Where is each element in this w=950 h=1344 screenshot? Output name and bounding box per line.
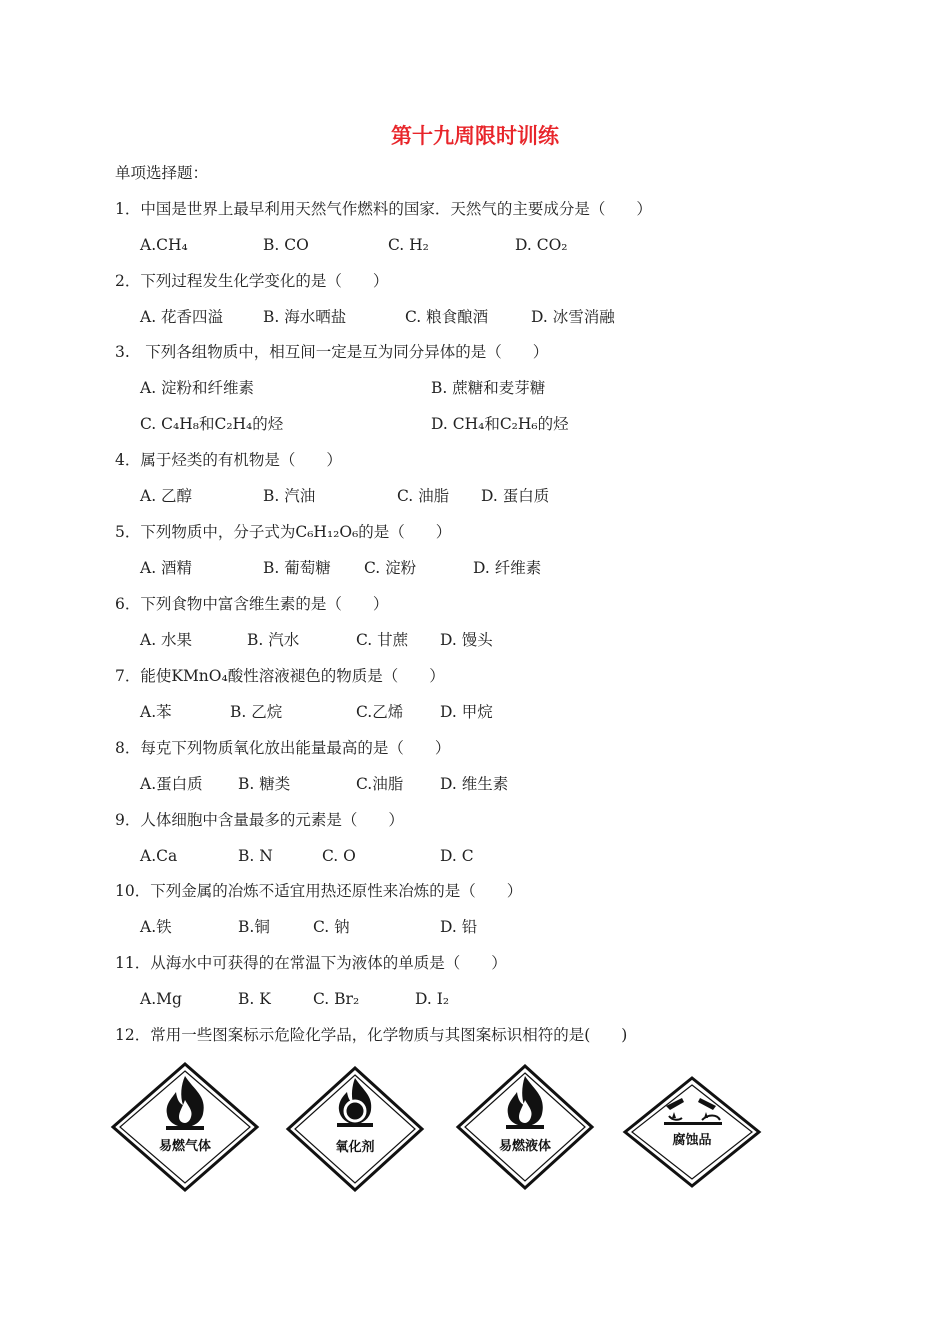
q4-option-a: A. 乙醇 (140, 487, 193, 505)
question-3-stem: 3. 下列各组物质中，相互间一定是互为同分异体的是（ ） (115, 343, 549, 361)
question-9-stem: 9．人体细胞中含量最多的元素是（ ） (115, 811, 404, 829)
q3-option-c: C. C₄H₈和C₂H₄的烃 (140, 415, 284, 433)
hazard-sign-flammable-liquid (455, 1064, 595, 1190)
q3-option-d: D. CH₄和C₂H₆的烃 (431, 415, 569, 433)
q8-option-c: C.油脂 (356, 775, 404, 793)
q9-option-b: B. N (238, 847, 273, 865)
q10-option-d: D. 铅 (440, 918, 478, 936)
sign-label-4: 腐蚀品 (672, 1133, 712, 1148)
q5-option-c: C. 淀粉 (364, 559, 417, 577)
hazard-sign-corrosive (622, 1076, 762, 1188)
q7-option-c: C.乙烯 (356, 703, 404, 721)
q1-option-d: D. CO₂ (515, 236, 568, 254)
sign-label-1: 易燃气体 (158, 1139, 212, 1154)
q7-option-b: B. 乙烷 (230, 703, 283, 721)
q4-option-b: B. 汽油 (263, 487, 316, 505)
section-heading: 单项选择题： (115, 164, 209, 182)
q4-option-d: D. 蛋白质 (481, 487, 550, 505)
q6-option-c: C. 甘蔗 (356, 631, 409, 649)
sign-label-2: 氧化剂 (335, 1140, 375, 1155)
question-6-stem: 6．下列食物中富含维生素的是（ ） (115, 595, 389, 613)
q6-option-a: A. 水果 (140, 631, 193, 649)
question-11-stem: 11．从海水中可获得的在常温下为液体的单质是（ ） (115, 954, 507, 972)
q7-option-d: D. 甲烷 (440, 703, 493, 721)
q9-option-c: C. O (322, 847, 356, 865)
question-1-stem: 1．中国是世界上最早利用天然气作燃料的国家．天然气的主要成分是（ ） (115, 200, 652, 218)
q5-option-d: D. 纤维素 (473, 559, 542, 577)
q5-option-b: B. 葡萄糖 (263, 559, 331, 577)
q10-option-a: A.铁 (140, 918, 172, 936)
q10-option-c: C. 钠 (313, 918, 350, 936)
q2-option-a: A. 花香四溢 (140, 308, 224, 326)
hazard-sign-oxidizer (285, 1066, 425, 1192)
q1-option-b: B. CO (263, 236, 309, 254)
question-8-stem: 8．每克下列物质氧化放出能量最高的是（ ） (115, 739, 451, 757)
q3-option-a: A. 淀粉和纤维素 (140, 379, 255, 397)
q1-option-a: A.CH₄ (140, 236, 188, 254)
q7-option-a: A.苯 (140, 703, 172, 721)
q2-option-d: D. 冰雪消融 (531, 308, 615, 326)
q11-option-a: A.Mg (140, 990, 182, 1008)
q5-option-a: A. 酒精 (140, 559, 193, 577)
q8-option-b: B. 糖类 (238, 775, 291, 793)
q1-option-c: C. H₂ (388, 236, 429, 254)
q11-option-c: C. Br₂ (313, 990, 360, 1008)
q3-option-b: B. 蔗糖和麦芽糖 (431, 379, 546, 397)
q4-option-c: C. 油脂 (397, 487, 450, 505)
question-2-stem: 2．下列过程发生化学变化的是（ ） (115, 272, 389, 290)
question-12-stem: 12．常用一些图案标示危险化学品，化学物质与其图案标识相符的是( ) (115, 1026, 628, 1044)
question-5-stem: 5．下列物质中，分子式为C₆H₁₂O₆的是（ ） (115, 523, 452, 541)
q8-option-d: D. 维生素 (440, 775, 509, 793)
q11-option-b: B. K (238, 990, 271, 1008)
hazard-sign-flammable-gas (110, 1062, 260, 1192)
question-10-stem: 10．下列金属的冶炼不适宜用热还原性来冶炼的是（ ） (115, 882, 523, 900)
sign-label-3: 易燃液体 (498, 1139, 552, 1154)
hazard-signs-row (110, 1062, 790, 1192)
q8-option-a: A.蛋白质 (140, 775, 203, 793)
q10-option-b: B.铜 (238, 918, 270, 936)
q2-option-b: B. 海水晒盐 (263, 308, 347, 326)
page-title: 第十九周限时训练 (391, 124, 559, 148)
q2-option-c: C. 粮食酿酒 (405, 308, 489, 326)
q11-option-d: D. I₂ (415, 990, 450, 1008)
q6-option-b: B. 汽水 (247, 631, 300, 649)
q9-option-a: A.Ca (140, 847, 178, 865)
q6-option-d: D. 馒头 (440, 631, 493, 649)
question-4-stem: 4．属于烃类的有机物是（ ） (115, 451, 342, 469)
q9-option-d: D. C (440, 847, 474, 865)
question-7-stem: 7．能使KMnO₄酸性溶液褪色的物质是（ ） (115, 667, 445, 685)
